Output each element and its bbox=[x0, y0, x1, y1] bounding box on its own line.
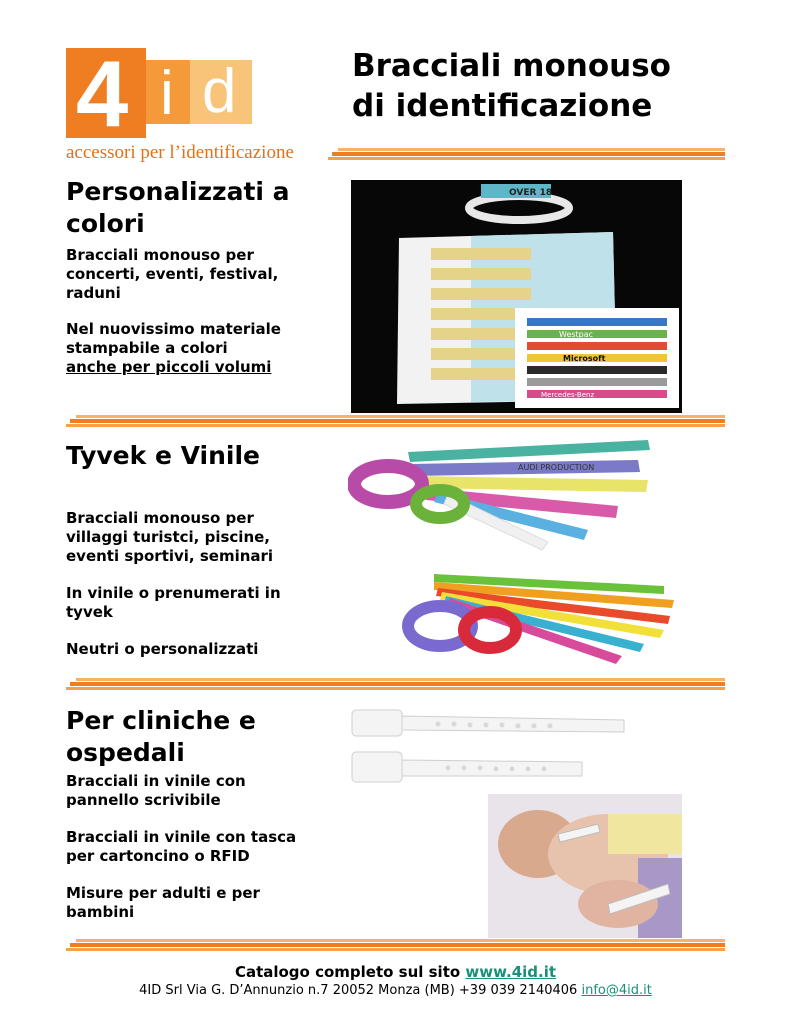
logo-4-text: 4 bbox=[76, 41, 129, 146]
section3-p2-line1: Bracciali in vinile con tasca bbox=[66, 828, 297, 846]
footer-website-link[interactable]: www.4id.it bbox=[465, 963, 557, 981]
logo-d-text: d bbox=[202, 57, 237, 126]
divider-bottom bbox=[66, 939, 725, 951]
logo-tagline: accessori per l’identificazione bbox=[66, 142, 294, 163]
logo-block-i bbox=[146, 59, 190, 128]
section3-heading bbox=[66, 705, 256, 769]
section1-p2-line3: anche per piccoli volumi bbox=[66, 358, 272, 376]
section3-paragraph2 bbox=[66, 828, 296, 866]
section3-p3-line2: bambini bbox=[66, 903, 135, 921]
logo-block-4 bbox=[66, 41, 146, 146]
divider-top bbox=[328, 148, 725, 160]
section2-p1-line2: villaggi turistci, piscine, bbox=[66, 528, 270, 546]
section2-paragraph1 bbox=[66, 509, 273, 566]
section1-p1-line3: raduni bbox=[66, 284, 121, 302]
page-title-line2: di identificazione bbox=[352, 88, 653, 124]
page-title bbox=[352, 46, 671, 126]
section1-heading bbox=[66, 176, 290, 240]
section2-p1-line3: eventi sportivi, seminari bbox=[66, 547, 274, 565]
westpac-band-label: Westpac bbox=[559, 330, 594, 339]
logo-i-text: i bbox=[160, 59, 174, 128]
hospital-bands-photo bbox=[338, 704, 630, 796]
footer-catalog-line bbox=[0, 963, 791, 981]
section2-paragraph2 bbox=[66, 584, 281, 622]
section3-p1-line2: pannello scrivibile bbox=[66, 791, 221, 809]
wristband-sheets-photo bbox=[351, 180, 682, 413]
tyvek-bands-photo bbox=[348, 432, 658, 560]
section2-p2-line2: tyvek bbox=[66, 603, 113, 621]
section3-p2-line2: per cartoncino o RFID bbox=[66, 847, 250, 865]
newborn-wristband-photo bbox=[488, 794, 682, 938]
page-title-line1: Bracciali monouso bbox=[352, 48, 671, 84]
vinyl-bands-photo bbox=[394, 560, 684, 668]
section1-paragraph2 bbox=[66, 320, 281, 377]
section3-paragraph1 bbox=[66, 772, 246, 810]
divider-3 bbox=[66, 678, 725, 690]
bar-band-label: BAR bbox=[374, 476, 407, 492]
section3-p3-line1: Misure per adulti e per bbox=[66, 884, 260, 902]
footer-address: 4ID Srl Via G. D’Annunzio n.7 20052 Monza (MB) +39 039 2140406 bbox=[139, 983, 578, 998]
footer-catalog-text: Catalogo completo sul sito bbox=[234, 963, 461, 981]
section2-heading: Tyvek e Vinile bbox=[66, 441, 260, 470]
footer-email-link[interactable]: info@4id.it bbox=[581, 983, 652, 998]
section1-p1-line2: concerti, eventi, festival, bbox=[66, 265, 279, 283]
production-band-label: AUDI PRODUCTION bbox=[518, 463, 595, 472]
section2-paragraph3: Neutri o personalizzati bbox=[66, 640, 259, 658]
section1-p1-line1: Bracciali monouso per bbox=[66, 246, 254, 264]
microsoft-band-label: Microsoft bbox=[563, 354, 606, 363]
section3-heading-line1: Per cliniche e bbox=[66, 706, 256, 735]
section3-heading-line2: ospedali bbox=[66, 738, 185, 767]
mercedes-band-label: Mercedes-Benz bbox=[541, 391, 595, 399]
section1-heading-line1: Personalizzati a bbox=[66, 177, 290, 206]
section2-p2-line1: In vinile o prenumerati in bbox=[66, 584, 281, 602]
section2-p1-line1: Bracciali monouso per bbox=[66, 509, 254, 527]
section1-p2-line1: Nel nuovissimo materiale bbox=[66, 320, 281, 338]
logo-block-d bbox=[190, 57, 252, 126]
section1-heading-line2: colori bbox=[66, 209, 145, 238]
bracelet-loop-label: OVER 18 bbox=[509, 188, 553, 198]
section1-p2-line2: stampabile a colori bbox=[66, 339, 228, 357]
section1-paragraph1 bbox=[66, 246, 278, 303]
section3-p1-line1: Bracciali in vinile con bbox=[66, 772, 246, 790]
section3-paragraph3 bbox=[66, 884, 260, 922]
footer-address-line bbox=[0, 983, 791, 998]
divider-2 bbox=[66, 415, 725, 427]
